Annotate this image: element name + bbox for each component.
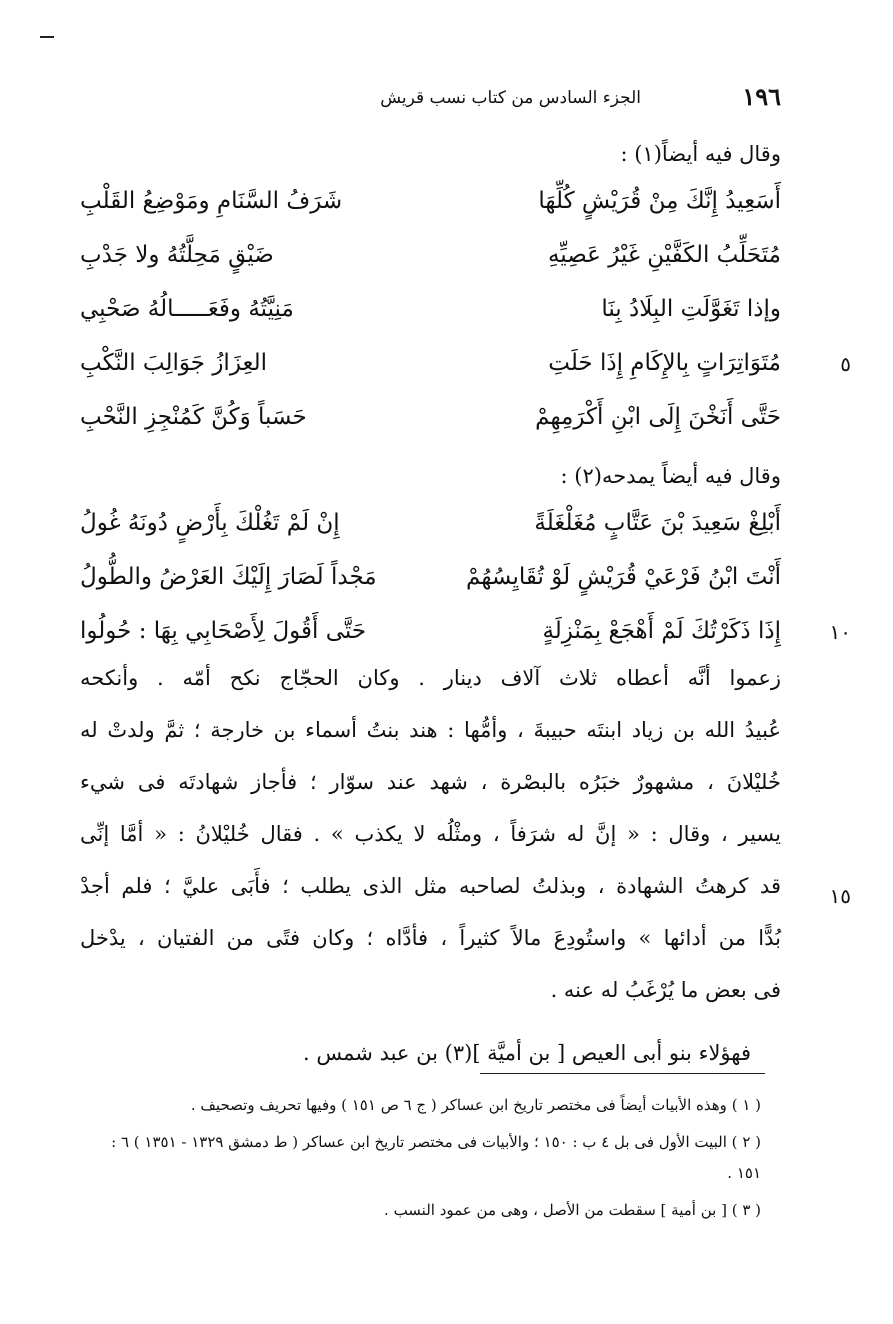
verse-second-hemistich: حَتَّى أَقُولَ لِأَصْحَابِي بِهَا : حُولُوا	[80, 618, 367, 644]
prose-line	[80, 964, 781, 1016]
intro-line-1: وقال فيه أيضاً(١) :	[620, 142, 781, 166]
prose-paragraph	[80, 652, 851, 1016]
prose-section	[80, 652, 851, 1076]
prose-text: عُبيدُ الله بن زياد ابنتَه حبيبةَ ، وأمُّها : هند بنتُ أسماء بن خارجة ؛ ثمَّ ولدتْ له	[80, 718, 781, 742]
poem-1	[80, 180, 851, 450]
footnote-3: ( ٣ ) [ بن أمية ] سقطت من الأصل ، وهى من عمود النسب .	[384, 1201, 761, 1219]
verse-first-hemistich: حَتَّى أَنَخْنَ إِلَى ابْنِ أَكْرَمِهِمْ	[535, 404, 781, 430]
prose-line	[80, 860, 851, 912]
verse-second-hemistich: إِنْ لَمْ تَغُلْكَ بِأَرْضٍ دُونَهُ غُولُ	[80, 510, 340, 536]
page-header	[240, 82, 781, 116]
verse-first-hemistich: أَسَعِيدُ إِنَّكَ مِنْ قُرَيْشٍ كُلِّهَا	[538, 188, 781, 214]
poem-section-1	[80, 128, 851, 450]
verse-second-hemistich: حَسَباً وَكُنَّ كَمُنْجِزِ النَّحْبِ	[80, 404, 307, 430]
prose-text: يسير ، وقال : « إنَّ له شرَفاً ، ومثْلُه لا يكذب » . فقال خُليْلانُ : « أمَّا إنِّى	[80, 822, 781, 846]
running-title: الجزء السادس من كتاب نسب قريش	[380, 88, 641, 108]
prose-text: فى بعض ما يُرْغَبُ له عنه .	[550, 978, 781, 1002]
corner-mark	[40, 36, 54, 38]
prose-line	[80, 808, 781, 860]
page-number: ١٩٦	[742, 82, 781, 111]
verse-first-hemistich: وإذا تَغَوَّلَتِ البِلَادُ بِنَا	[601, 296, 781, 322]
verse-first-hemistich: إِذَا ذَكَرْتُكَ لَمْ أَهْجَعْ بِمَنْزِلَةٍ	[542, 618, 781, 644]
verse-second-hemistich: شَرَفُ السَّنَامِ ومَوْضِعُ القَلْبِ	[80, 188, 343, 214]
intro-line-2: وقال فيه أيضاً يمدحه(٢) :	[560, 464, 781, 488]
verse-first-hemistich: أَنْتَ ابْنُ فَرْعَيْ قُرَيْشٍ لَوْ تُقَايِسُهُمْ	[466, 564, 781, 590]
prose-line	[80, 652, 781, 704]
verse-line	[80, 288, 781, 342]
prose-text: زعموا أنَّه أعطاه ثلاث آلاف دينار . وكان الحجّاج نكح أمّه . وأنكحه	[80, 666, 781, 690]
prose-text: خُليْلانَ ، مشهورٌ خبَرُه بالبصْرة ، شهد عند سوّار ؛ فأجاز شهادتَه فى شيء	[80, 770, 781, 794]
verse-line	[80, 342, 851, 396]
footnotes	[84, 1090, 761, 1232]
verse-line	[80, 396, 781, 450]
verse-second-hemistich: العِزَازُ جَوَالِبَ النَّكْبِ	[80, 350, 268, 376]
line-number: ١٠	[829, 620, 851, 644]
final-line: فهؤلاء بنو أبى العيص [ بن أميَّة ](٣) بن عبد شمس .	[303, 1041, 751, 1065]
prose-line	[80, 912, 781, 964]
prose-text: بُدًّا من أدائها » واستُودِعَ مالاً كثيراً ، فأدَّاه ؛ وكان فتًى من الفتيان ، يدْخل	[80, 926, 781, 950]
line-number: ١٥	[829, 884, 851, 908]
verse-line	[80, 234, 781, 288]
poem-2	[80, 502, 851, 664]
verse-second-hemistich: مَجْداً لَصَارَ إِلَيْكَ العَرْضُ والطُّولُ	[80, 564, 377, 590]
verse-second-hemistich: ضَيْقٍ مَحِلَّتُهُ ولا جَدْبِ	[80, 242, 274, 268]
verse-second-hemistich: مَنِيَّتُهُ وفَعَـــــالُهُ صَحْبِي	[80, 296, 294, 322]
prose-line	[80, 704, 781, 756]
verse-first-hemistich: أَبْلِغْ سَعِيدَ بْنَ عَتَّابٍ مُغَلْغَلَةً	[534, 510, 781, 536]
footnote-1: ( ١ ) وهذه الأبيات أيضاً فى مختصر تاريخ ابن عساكر ( ج ٦ ص ١٥١ ) وفيها تحريف وتصحيف .	[190, 1096, 761, 1114]
verse-line	[80, 502, 781, 556]
poem-section-2	[80, 450, 851, 664]
verse-first-hemistich: مُتَحَلِّبُ الكَفَّيْنِ غَيْرُ عَصِيِّهِ	[547, 242, 781, 268]
verse-line	[80, 556, 781, 610]
prose-line	[80, 756, 781, 808]
line-number: ٥	[840, 352, 851, 376]
prose-text: قد كرهتُ الشهادة ، وبذلتُ لصاحبه مثل الذى يطلب ؛ فأَبَى عليَّ ؛ فلم أجدْ	[80, 874, 781, 898]
verse-first-hemistich: مُتَوَاتِرَاتٍ بِالإِكَامِ إِذَا حَلَتِ	[548, 350, 781, 376]
verse-line	[80, 180, 781, 234]
footnote-2: ( ٢ ) البيت الأول فى بل ٤ ب : ١٥٠ ؛ والأبيات فى مختصر تاريخ ابن عساكر ( ط دمشق ١٣٢٩ - ١٣٥١ ) ٦ : ١٥١ .	[111, 1133, 761, 1182]
footnote-rule	[480, 1073, 765, 1074]
